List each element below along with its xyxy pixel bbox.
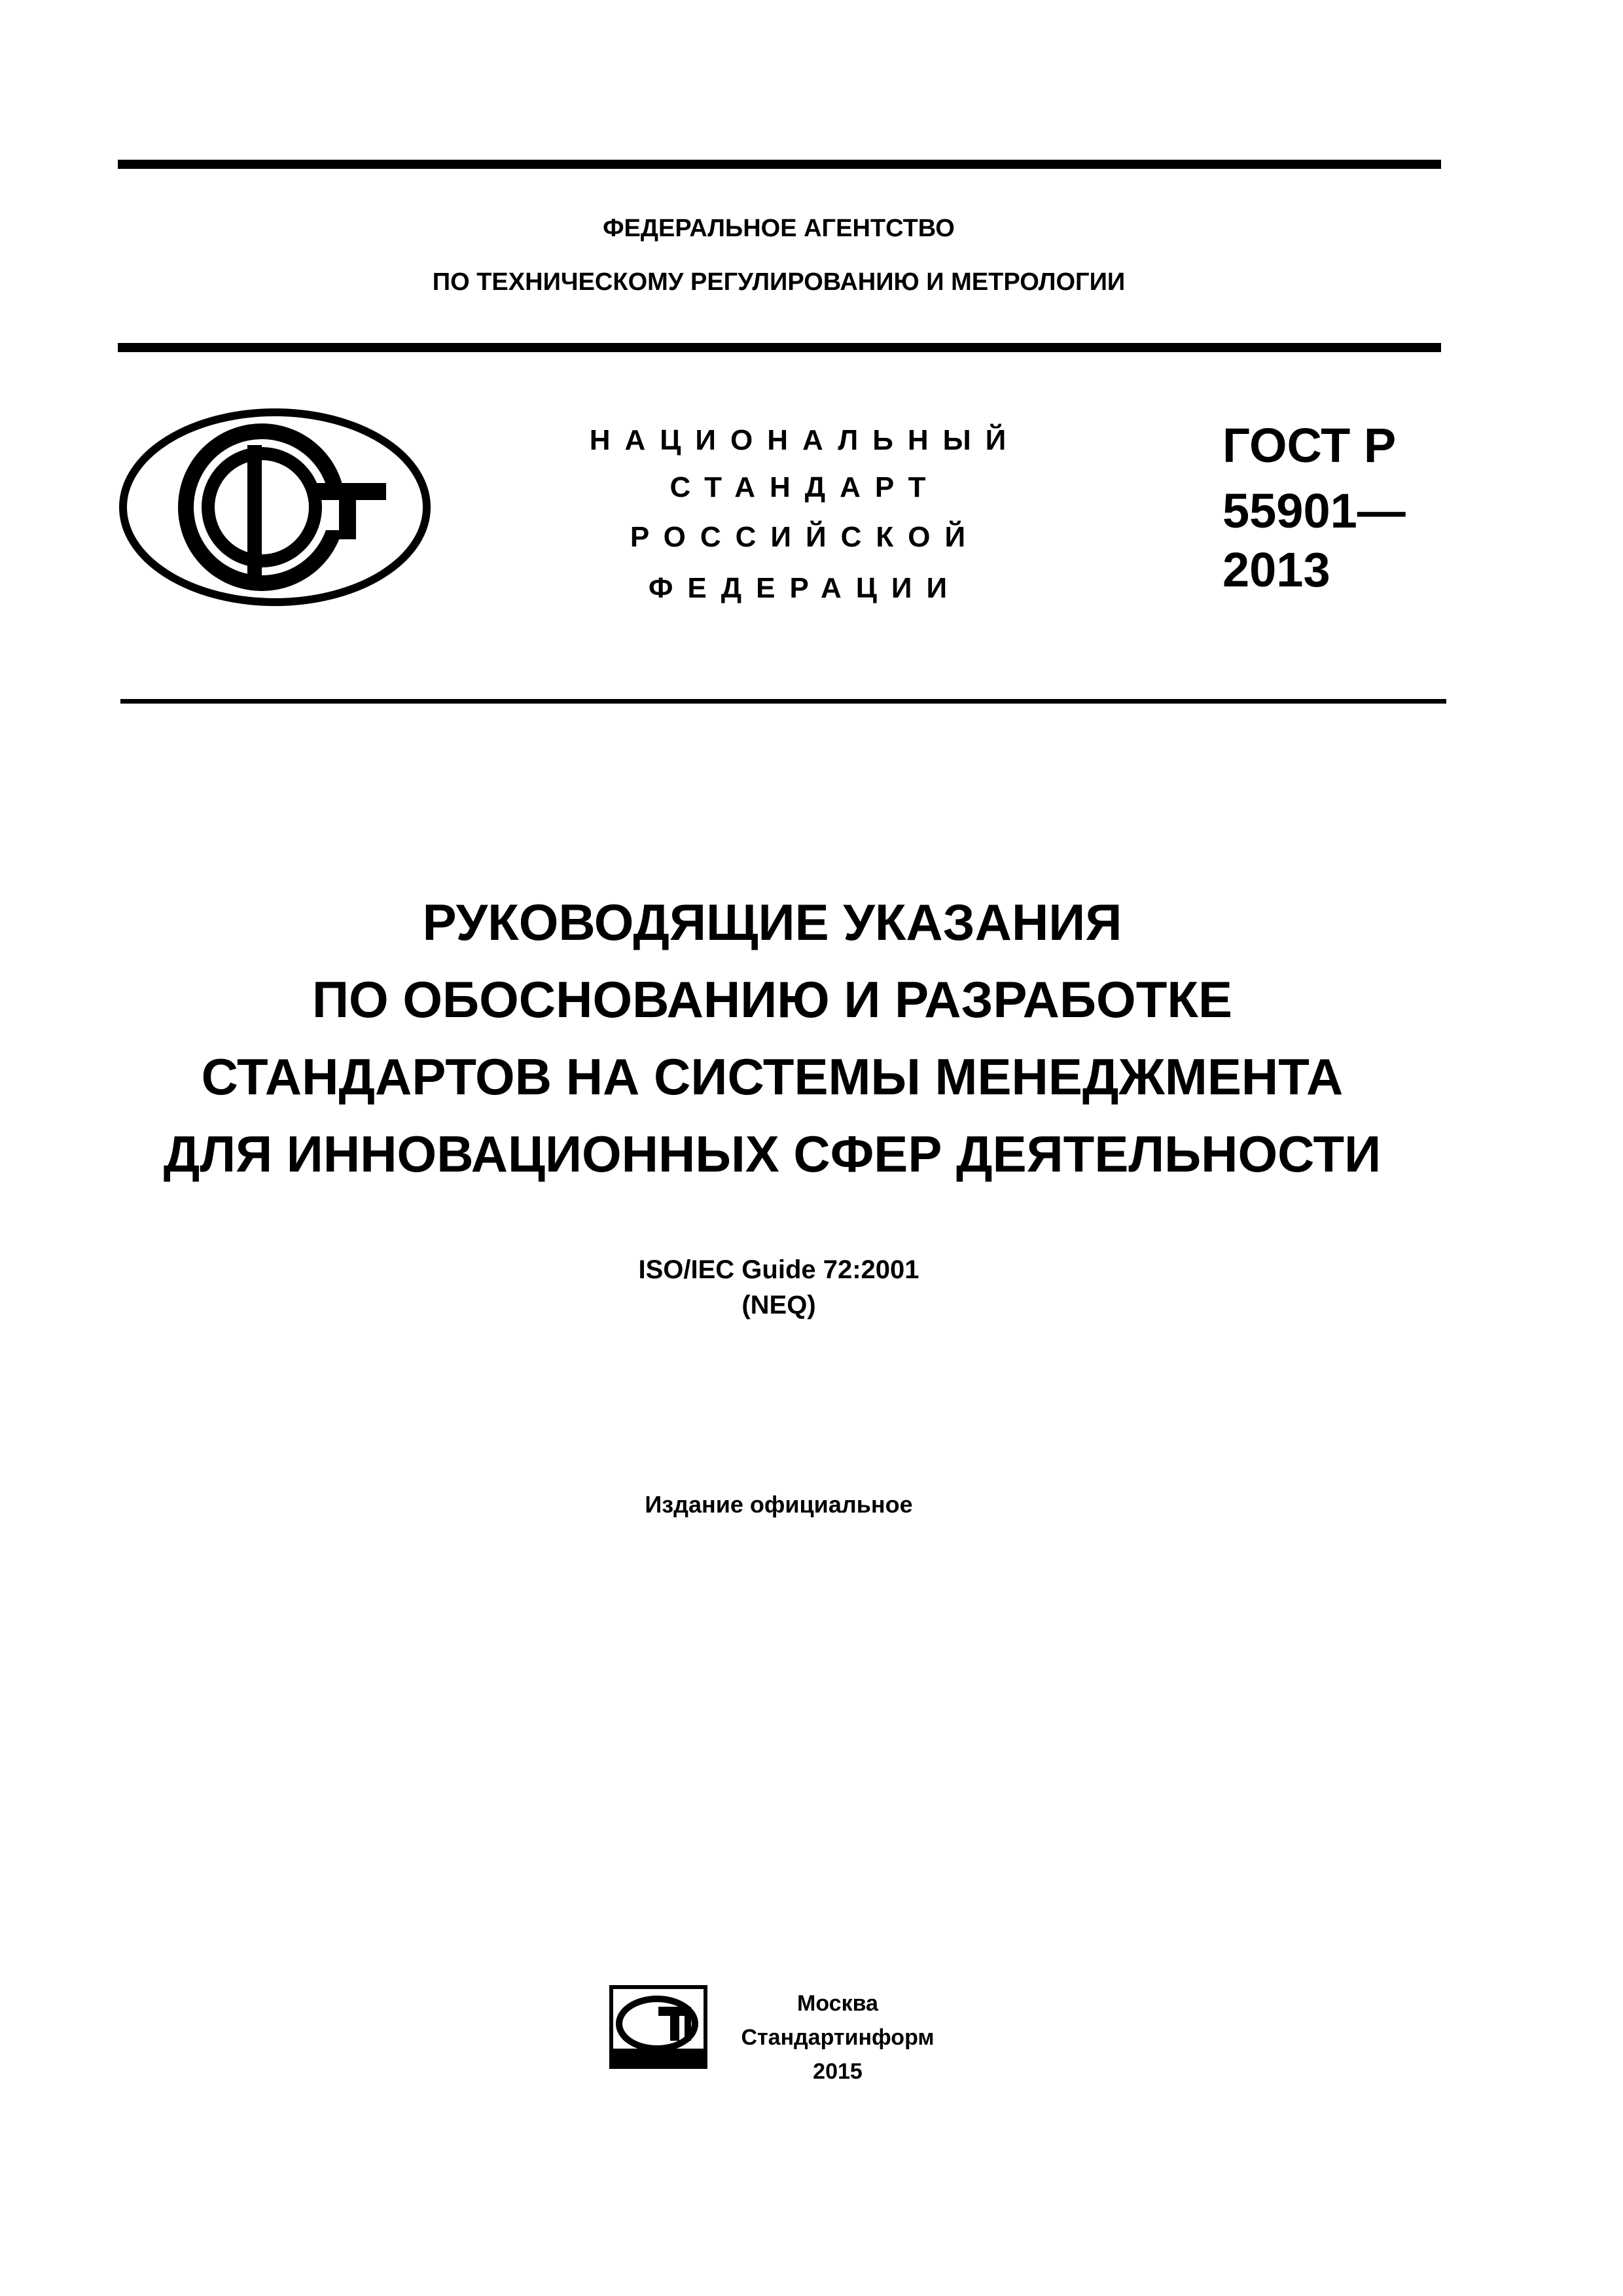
title-line-4: ДЛЯ ИННОВАЦИОННЫХ СФЕР ДЕЯТЕЛЬНОСТИ xyxy=(163,1125,1382,1183)
header-rule xyxy=(118,343,1441,352)
standartinform-logo-icon xyxy=(609,1984,708,2070)
standard-type-line-4: ФЕДЕРАЦИИ xyxy=(648,572,962,604)
agency-line-2: ПО ТЕХНИЧЕСКОМУ РЕГУЛИРОВАНИЮ И МЕТРОЛОГИИ xyxy=(432,268,1126,296)
publisher-city: Москва xyxy=(797,1991,878,2016)
rst-emblem-icon xyxy=(118,406,432,609)
document-title xyxy=(0,884,1544,1193)
standard-type-line-2: СТАНДАРТ xyxy=(669,471,940,503)
edition-label: Издание официальное xyxy=(645,1491,913,1518)
standard-type-line-3: РОССИЙСКОЙ xyxy=(630,521,980,553)
designation-rule xyxy=(120,699,1446,704)
title-line-3: СТАНДАРТОВ НА СИСТЕМЫ МЕНЕДЖМЕНТА xyxy=(201,1048,1344,1105)
standard-type-line-1: НАЦИОНАЛЬНЫЙ xyxy=(589,424,1021,456)
designation-line-1: ГОСТ Р xyxy=(1222,418,1397,473)
title-line-2: ПО ОБОСНОВАНИЮ И РАЗРАБОТКЕ xyxy=(312,971,1233,1028)
publisher-year: 2015 xyxy=(813,2059,863,2084)
agency-line-1: ФЕДЕРАЛЬНОЕ АГЕНТСТВО xyxy=(603,215,955,242)
designation-line-3: 2013 xyxy=(1222,543,1330,597)
publisher-name: Стандартинформ xyxy=(741,2025,935,2050)
top-rule xyxy=(118,160,1441,169)
title-line-1: РУКОВОДЯЩИЕ УКАЗАНИЯ xyxy=(422,893,1122,951)
reference-line-2: (NEQ) xyxy=(741,1291,816,1319)
designation-line-2: 55901— xyxy=(1222,484,1406,538)
reference-line-1: ISO/IEC Guide 72:2001 xyxy=(638,1255,919,1284)
